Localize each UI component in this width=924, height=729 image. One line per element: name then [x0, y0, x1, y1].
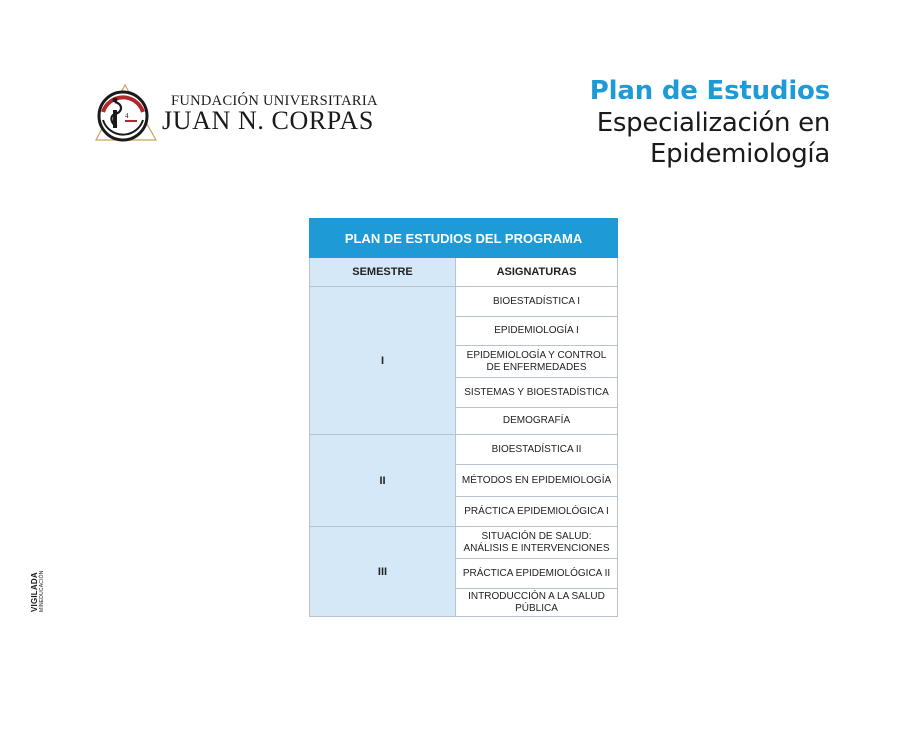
subject-cell: INTRODUCCIÓN A LA SALUD PÚBLICA [456, 589, 618, 617]
logo-line-name: JUAN N. CORPAS [162, 106, 374, 135]
semester-cell-1: I [310, 287, 456, 435]
vigilada-mark [30, 570, 46, 612]
subject-cell: MÉTODOS EN EPIDEMIOLOGÍA [456, 465, 618, 497]
subject-cell: DEMOGRAFÍA [456, 408, 618, 435]
page-subtitle-line2: Epidemiología [649, 139, 830, 169]
study-plan-table [309, 218, 618, 617]
vigilada-label: VIGILADA [30, 572, 39, 612]
institution-logo [95, 82, 395, 142]
table-title: PLAN DE ESTUDIOS DEL PROGRAMA [310, 219, 618, 258]
subject-cell: BIOESTADÍSTICA II [456, 435, 618, 465]
semester-cell-2: II [310, 435, 456, 527]
corpas-emblem-icon [95, 82, 159, 142]
page-subtitle-line1: Especialización en [596, 108, 830, 138]
column-header-semestre: SEMESTRE [310, 258, 456, 287]
page-title: Plan de Estudios [589, 76, 830, 106]
subject-cell: EPIDEMIOLOGÍA I [456, 317, 618, 346]
logo-line-foundation: FUNDACIÓN UNIVERSITARIA [171, 93, 378, 109]
page-heading [590, 75, 830, 170]
semester-cell-3: III [310, 527, 456, 617]
subject-cell: SISTEMAS Y BIOESTADÍSTICA [456, 378, 618, 408]
subject-cell: EPIDEMIOLOGÍA Y CONTROL DE ENFERMEDADES [456, 346, 618, 378]
mineducacion-label: MINEDUCACIÓN [39, 570, 45, 612]
subject-cell: SITUACIÓN DE SALUD: ANÁLISIS E INTERVENCIONES [456, 527, 618, 559]
svg-text:4: 4 [125, 112, 129, 120]
subject-cell: PRÁCTICA EPIDEMIOLÓGICA II [456, 559, 618, 589]
column-header-asignaturas: ASIGNATURAS [456, 258, 618, 287]
subject-cell: PRÁCTICA EPIDEMIOLÓGICA I [456, 497, 618, 527]
subject-cell: BIOESTADÍSTICA I [456, 287, 618, 317]
